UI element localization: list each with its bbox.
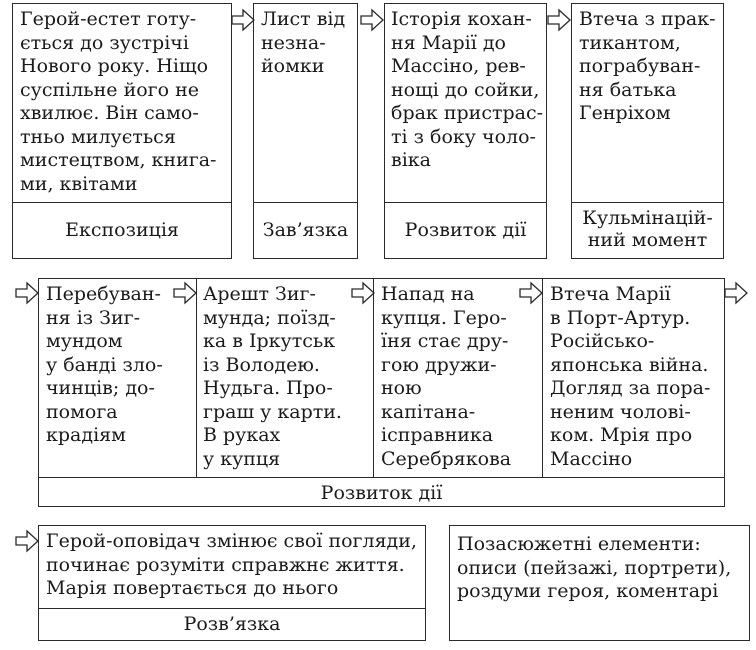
divider: [38, 477, 725, 478]
development-stage-label-2: Розвиток дії: [320, 482, 443, 504]
arrow-right-icon: [360, 9, 384, 31]
arrow-right-icon: [173, 282, 197, 304]
exposition-stage-label: Експозиція: [65, 219, 179, 241]
development-text-3: Арешт Зиг- мунда; поїзд- ка в Іркутськ із Володею. Нудьга. Про- граш у карти. В руках у купця: [203, 283, 342, 470]
development-text-1: Історія кохан- ня Марії до Массіно, рев- нощі до сойки, брак пристрас- ті з боку чоло- віка: [391, 8, 544, 171]
denouement-text: Герой-оповідач змінює свої погляди, починає розуміти справжнє життя. Марія повертається до нього: [46, 530, 417, 599]
arrow-right-icon: [519, 282, 543, 304]
development-text-5: Втеча Марії в Порт-Артур. Російсько- японська війна. Догляд за пора- неним чолові- ком. Мрія про Массіно: [550, 283, 711, 470]
development-text-2: Перебуван- ня із Зиг- мундом у банді зло- чинців; до- помога крадіям: [46, 283, 163, 446]
extra-plot-text: Позасюжетні елементи: описи (пейзажі, портрети), роздуми героя, коментарі: [457, 533, 732, 602]
divider: [373, 278, 374, 477]
arrow-right-icon: [724, 282, 748, 304]
divider: [12, 202, 232, 203]
climax-stage-label: Кульмінацій- ний момент: [582, 207, 713, 251]
divider: [571, 202, 724, 203]
inciting-text: Лист від незна- йомки: [261, 8, 346, 77]
divider: [542, 278, 543, 477]
development-stage-label-1: Розвиток дії: [404, 219, 527, 241]
arrow-right-icon: [351, 282, 375, 304]
divider: [384, 202, 547, 203]
arrow-right-icon: [15, 530, 39, 552]
divider: [253, 202, 358, 203]
inciting-stage-label: Зав’язка: [262, 219, 349, 241]
development-text-4: Напад на купця. Геро- їня стає дру- гою дружи- ною капітана- ісправника Серебрякова: [381, 283, 512, 470]
divider: [38, 608, 426, 609]
arrow-right-icon: [15, 282, 39, 304]
exposition-text: Герой-естет готу- ється до зустрічі Нового року. Ніщо суспільне його не хвилює. Він само- тньо милується мистецтвом, книга- ми, квітами: [20, 8, 217, 195]
arrow-right-icon: [547, 9, 571, 31]
climax-text: Втеча з прак- тикантом, пограбуван- ня батька Генріхом: [579, 8, 716, 124]
denouement-stage-label: Розв’язка: [183, 613, 281, 635]
divider: [196, 278, 197, 477]
arrow-right-icon: [231, 9, 255, 31]
